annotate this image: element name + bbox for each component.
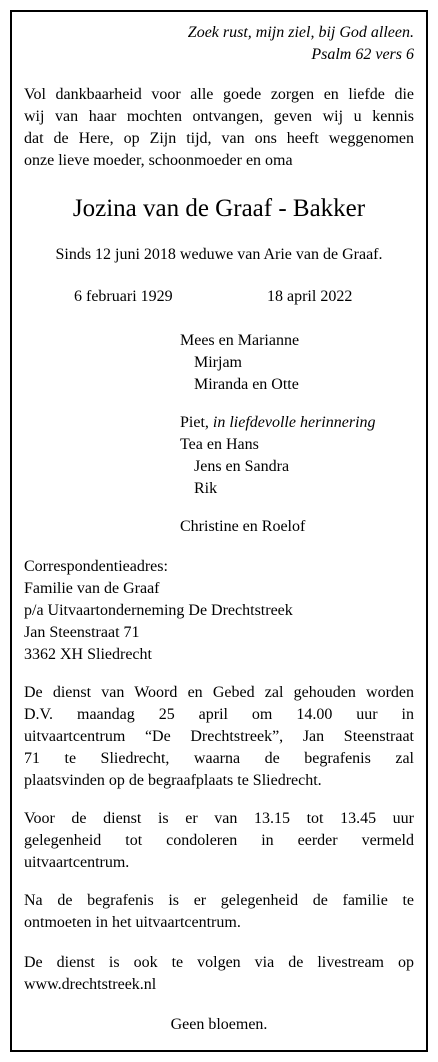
family-g2-child-1: Jens en Sandra (194, 458, 290, 475)
family-g2-parent-note: in liefdevolle herinnering (212, 414, 376, 431)
correspondence-heading: Correspondentieadres: (24, 558, 168, 575)
intro-line-2: wij van haar mochten ontvangen, geven wij u kennis (24, 108, 414, 125)
motto-line-2: Psalm 62 vers 6 (311, 46, 414, 63)
livestream-url: www.drechtstreek.nl (24, 976, 157, 993)
condolence-line: gelegenheid tot condoleren in eerder vermeld (24, 832, 414, 849)
family-g2-partner: Tea en Hans (180, 436, 259, 453)
death-date: 18 april 2022 (267, 288, 353, 305)
family-g2-parent (180, 412, 376, 434)
motto-line-1: Zoek rust, mijn ziel, bij God alleen. (187, 24, 414, 41)
after-burial-line: ontmoeten in het uitvaartcentrum. (24, 914, 241, 931)
family-g2-parent-name: Piet, (180, 414, 209, 431)
livestream-line: De dienst is ook te volgen via de livestream op (24, 954, 414, 971)
birth-date: 6 februari 1929 (74, 288, 173, 305)
intro-line-3: dat de Here, op Zijn tijd, van ons heeft weggenomen (24, 130, 414, 147)
family-g3-parent: Christine en Roelof (180, 518, 306, 535)
family-g2-child-2: Rik (194, 480, 218, 497)
intro-line-4: onze lieve moeder, schoonmoeder en oma (24, 152, 293, 169)
widow-line: Sinds 12 juni 2018 weduwe van Arie van de Graaf. (55, 246, 383, 263)
correspondence-line: Jan Steenstraat 71 (24, 624, 140, 641)
service-line: plaatsvinden op de begraafplaats te Sliedrecht. (24, 772, 322, 789)
family-g1-parent: Mees en Marianne (180, 332, 300, 349)
service-line: De dienst van Woord en Gebed zal gehouden worden (24, 684, 414, 701)
service-line: 71 te Sliedrecht, waarna de begrafenis zal (24, 750, 414, 767)
condolence-line: Voor de dienst is er van 13.15 tot 13.45 uur (24, 810, 414, 827)
closing-note: Geen bloemen. (170, 1016, 268, 1033)
deceased-name: Jozina van de Graaf - Bakker (72, 195, 366, 222)
condolence-line: uitvaartcentrum. (24, 854, 130, 871)
correspondence-line: 3362 XH Sliedrecht (24, 646, 152, 663)
service-line: D.V. maandag 25 april om 14.00 uur in (24, 706, 414, 723)
family-g1-child-1: Mirjam (194, 354, 242, 371)
correspondence-line: p/a Uitvaartonderneming De Drechtstreek (24, 602, 293, 619)
after-burial-line: Na de begrafenis is er gelegenheid de familie te (24, 892, 414, 909)
service-line: uitvaartcentrum “De Drechtstreek”, Jan Steenstraat (24, 728, 414, 745)
family-g1-child-2: Miranda en Otte (194, 376, 299, 393)
intro-line-1: Vol dankbaarheid voor alle goede zorgen en liefde die (24, 86, 414, 103)
correspondence-line: Familie van de Graaf (24, 580, 160, 597)
